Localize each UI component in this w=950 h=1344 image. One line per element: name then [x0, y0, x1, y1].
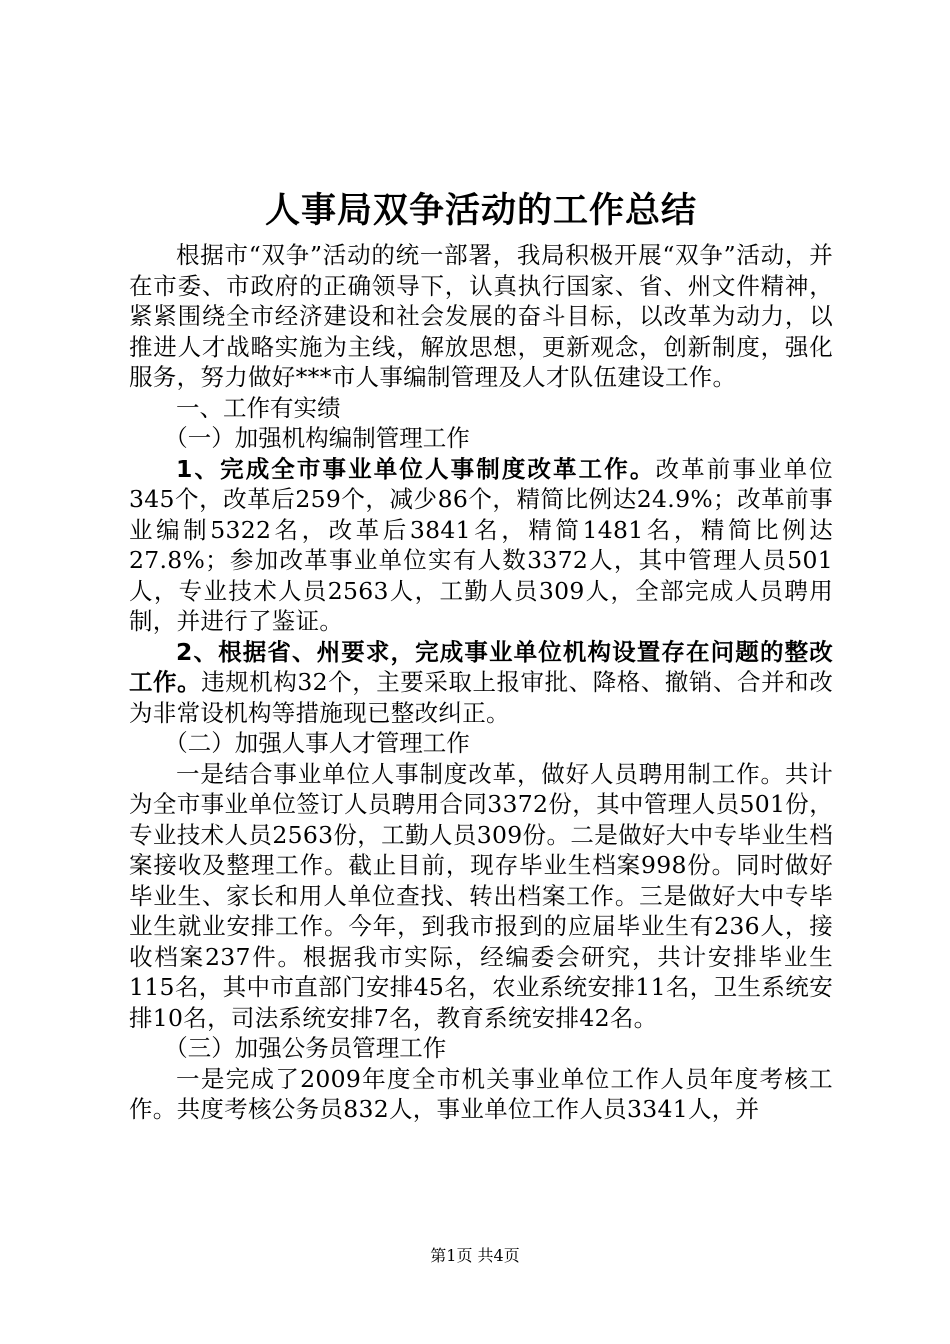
subsection-paragraph-2: 一是结合事业单位人事制度改革，做好人员聘用制工作。共计为全市事业单位签订人员聘用合同3372份，其中管理人员501份，专业技术人员2563份，工勤人员309份。二是做好大中专毕业生档案接收及整理工作。截止目前，现存毕业生档案998份。同时做好毕业生、家长和用人单位查找、转出档案工作。三是做好大中专毕业生就业安排工作。今年，到我市报到的应届毕业生有236人，接收档案237件。根据我市实际，经编委会研究，共计安排毕业生115名，其中市直部门安排45名，农业系统安排11名，卫生系统安排10名，司法系统安排7名，教育系统安排42名。	[129, 759, 833, 1032]
item-paragraph-2	[129, 637, 833, 729]
document-page	[129, 186, 833, 1125]
intro-paragraph: 根据市“双争”活动的统一部署，我局积极开展“双争”活动，并在市委、市政府的正确领导下，认真执行国家、省、州文件精神，紧紧围绕全市经济建设和社会发展的奋斗目标，以改革为动力，以推进人才战略实施为主线，解放思想，更新观念，创新制度，强化服务，努力做好***市人事编制管理及人才队伍建设工作。	[129, 241, 833, 391]
subsection-paragraph-3: 一是完成了2009年度全市机关事业单位工作人员年度考核工作。共度考核公务员832人，事业单位工作人员3341人，并	[129, 1064, 833, 1123]
subsection-heading-2: （二）加强人事人才管理工作	[164, 729, 470, 757]
item-body-2: 违规机构32个，主要采取上报审批、降格、撤销、合并和改为非常设机构等措施现已整改纠正。	[129, 668, 833, 727]
item-lead-1: 1、完成全市事业单位人事制度改革工作。	[176, 454, 656, 483]
item-paragraph-1	[129, 454, 833, 637]
item-body-1: 改革前事业单位345个，改革后259个，减少86个，精简比例达24.9%；改革前事业编制5322名，改革后3841名，精简1481名，精简比例达27.8%；参加改革事业单位实有人数3372人，其中管理人员501人，专业技术人员2563人，工勤人员309人，全部完成人员聘用制，并进行了鉴证。	[129, 454, 833, 635]
item-lead-2: 2、根据省、州要求，完成事业单位机构设置存在问题的整改工作。	[129, 637, 833, 696]
page-footer: 第1页 共4页	[430, 1246, 520, 1265]
subsection-heading-1: （一）加强机构编制管理工作	[164, 424, 470, 452]
subsection-heading-3: （三）加强公务员管理工作	[164, 1034, 447, 1062]
section-heading-1: 一、工作有实绩	[176, 393, 341, 422]
document-title: 人事局双争活动的工作总结	[264, 191, 697, 231]
